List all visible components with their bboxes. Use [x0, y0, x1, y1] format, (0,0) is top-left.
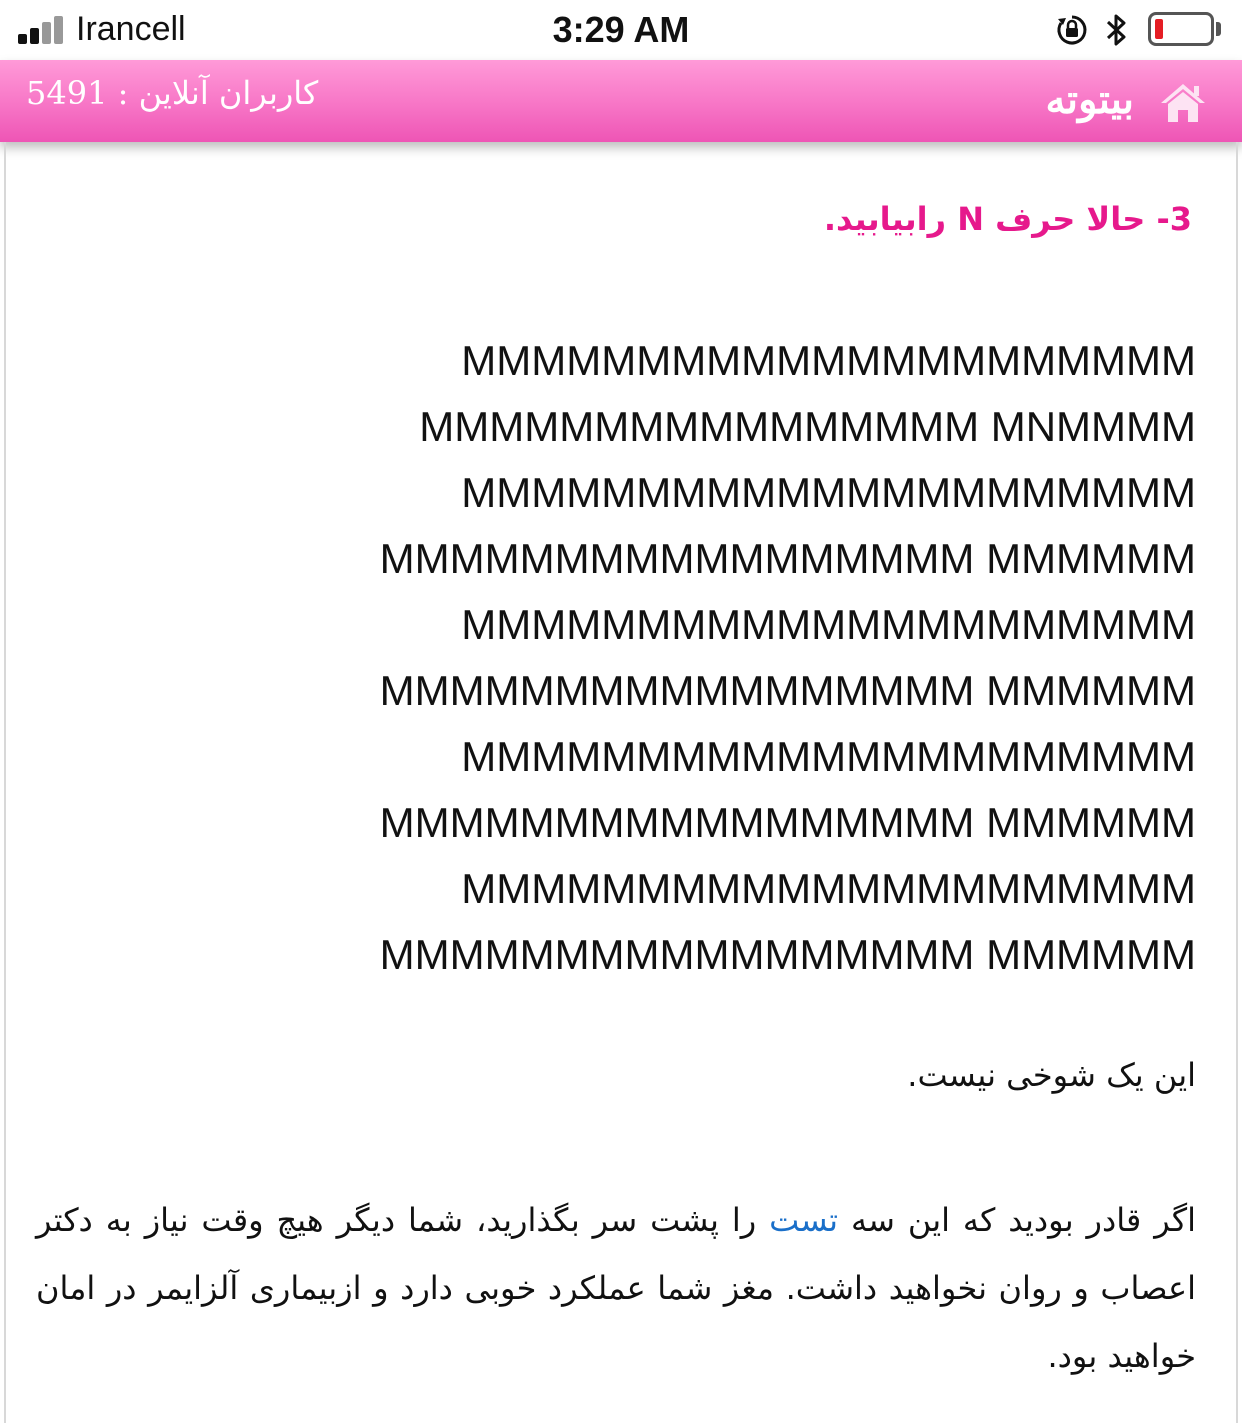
status-time: 3:29 AM: [552, 9, 690, 50]
online-users-count: کاربران آنلاین : 5491: [26, 74, 319, 112]
site-header: [0, 60, 1242, 142]
paragraph-conclusion: [36, 1186, 1196, 1390]
paragraph-text-end: را پشت سر بگذارید، شما دیگر هیچ وقت نیاز به دکتر اعصاب و روان نخواهید داشت. مغز شما عملکرد خوبی دارد و ازبیماری آلزایمر در امان خواهید بود.: [36, 1201, 1196, 1375]
article-content: [4, 142, 1238, 1423]
puzzle-line: MMMMMMMMMMMMMMMMM MMMMMM: [379, 799, 1196, 846]
rotation-lock-icon: [1056, 14, 1088, 46]
puzzle-line: MMMMMMMMMMMMMMMMM MMMMMM: [379, 931, 1196, 978]
test-link[interactable]: تست: [769, 1201, 839, 1239]
puzzle-line: MMMMMMMMMMMMMMMMMMMMM: [461, 337, 1196, 384]
carrier-name: Irancell: [76, 10, 186, 48]
puzzle-line: MMMMMMMMMMMMMMMMM MMMMMM: [379, 535, 1196, 582]
puzzle-line: MMMMMMMMMMMMMMMMMMMMM: [461, 865, 1196, 912]
letter-puzzle: [96, 328, 1196, 988]
site-title-link[interactable]: بیتوته: [1045, 76, 1134, 123]
puzzle-line: MMMMMMMMMMMMMMMMMMMMM: [461, 601, 1196, 648]
battery-tip: [1216, 22, 1221, 36]
home-icon[interactable]: [1158, 80, 1208, 124]
puzzle-line: MMMMMMMMMMMMMMMM MNMMMM: [419, 403, 1196, 450]
paragraph-text-start: اگر قادر بودید که این سه: [838, 1201, 1197, 1239]
bluetooth-icon: [1104, 12, 1130, 48]
status-bar: [0, 0, 1242, 60]
battery-level: [1155, 19, 1163, 39]
puzzle-line: MMMMMMMMMMMMMMMMMMMMM: [461, 733, 1196, 780]
puzzle-line: MMMMMMMMMMMMMMMMM MMMMMM: [379, 667, 1196, 714]
puzzle-line: MMMMMMMMMMMMMMMMMMMMM: [461, 469, 1196, 516]
battery-icon: [1148, 12, 1214, 46]
puzzle-heading: 3- حالا حرف N رابیابید.: [823, 200, 1192, 238]
paragraph-not-a-joke: این یک شوخی نیست.: [907, 1056, 1196, 1094]
